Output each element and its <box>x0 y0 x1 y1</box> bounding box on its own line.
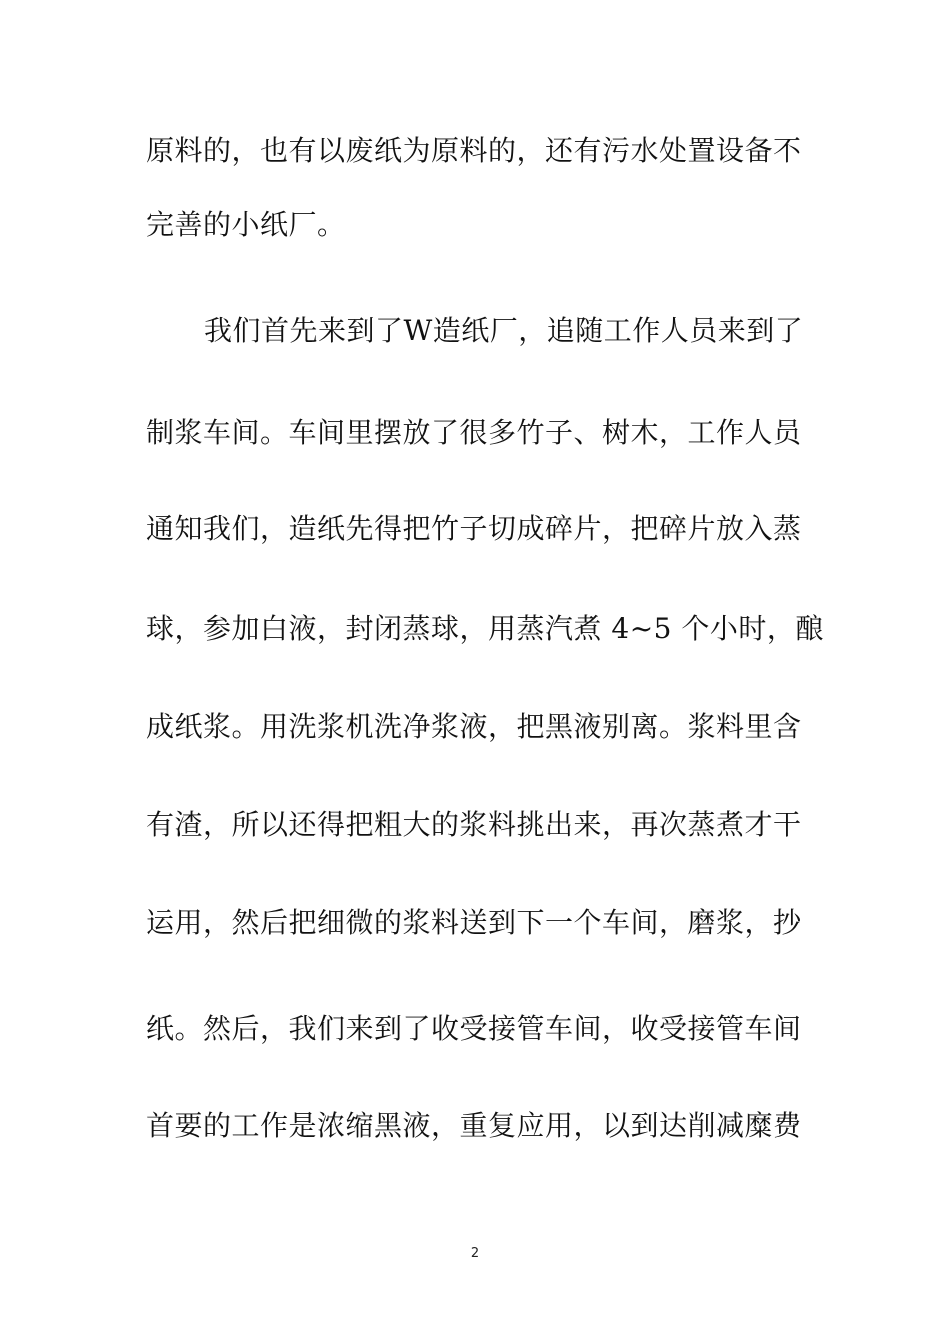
text-line: 有渣，所以还得把粗大的浆料挑出来，再次蒸煮才干 <box>146 808 802 841</box>
text-line: 首要的工作是浓缩黑液，重复应用，以到达削减糜费 <box>146 1109 802 1142</box>
text-line: 球，参加白液，封闭蒸球，用蒸汽煮 4~5 个小时，酿 <box>146 612 824 645</box>
text-line: 制浆车间。车间里摆放了很多竹子、树木，工作人员 <box>146 416 802 449</box>
text-line: 完善的小纸厂。 <box>146 208 346 241</box>
text-line: 通知我们，造纸先得把竹子切成碎片，把碎片放入蒸 <box>146 512 802 545</box>
text-line: 运用，然后把细微的浆料送到下一个车间，磨浆，抄 <box>146 906 802 939</box>
text-line: 原料的，也有以废纸为原料的，还有污水处置设备不 <box>146 134 802 167</box>
text-line: 纸。然后，我们来到了收受接管车间，收受接管车间 <box>146 1012 802 1045</box>
text-line: 成纸浆。用洗浆机洗净浆液，把黑液别离。浆料里含 <box>146 710 802 743</box>
paragraph-first-line: 我们首先来到了W造纸厂，追随工作人员来到了 <box>204 314 804 347</box>
page-number: 2 <box>470 1246 480 1261</box>
